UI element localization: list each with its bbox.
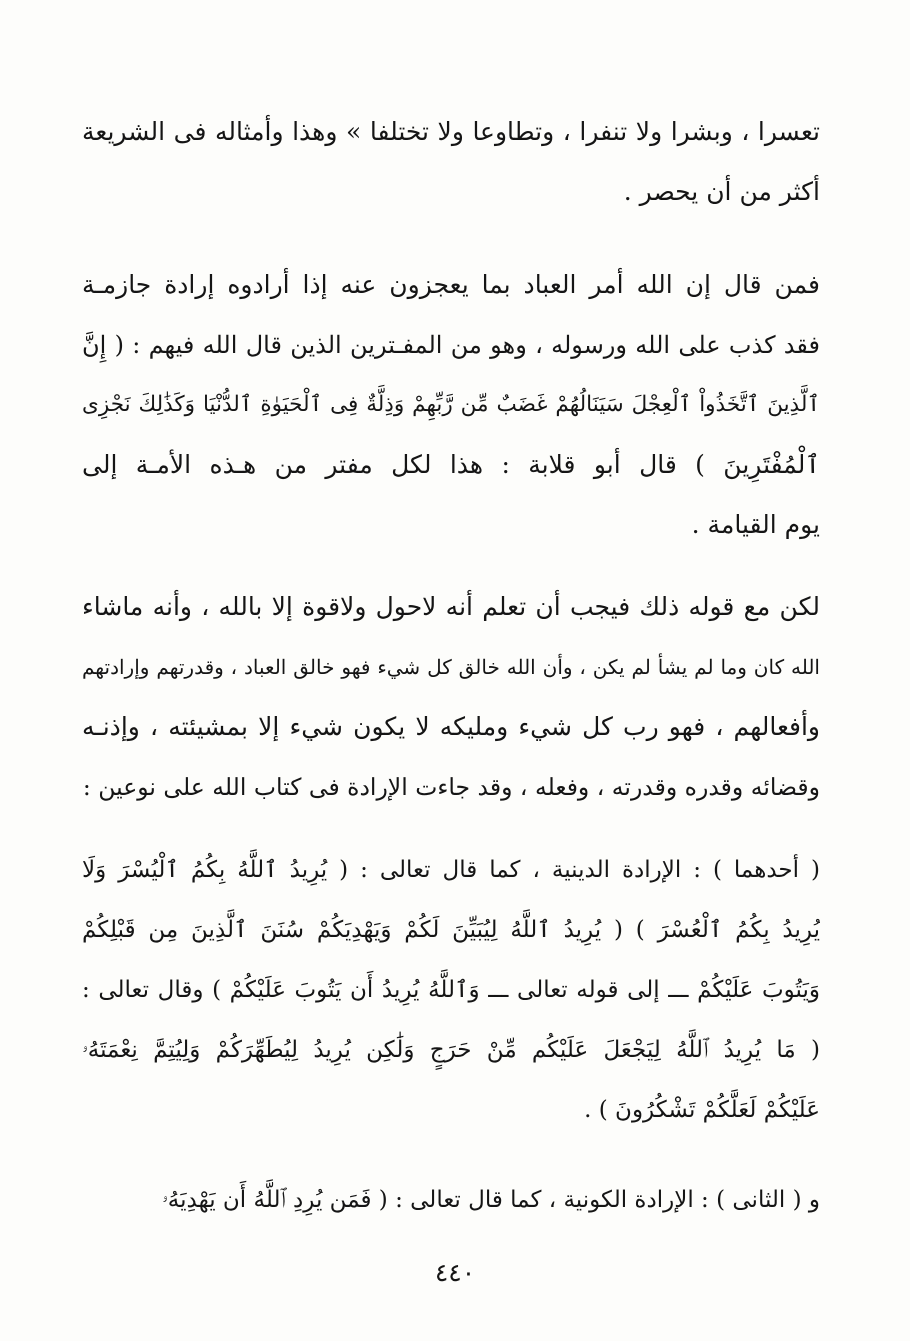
text-line: تعسرا ، وبشرا ولا تنفرا ، وتطاوعا ولا تختلفا » وهذا وأمثاله فى الشريعة [82, 117, 820, 146]
quran-verse-line: عَلَيْكُمْ لَعَلَّكُمْ تَشْكُرُونَ ) . [584, 1097, 820, 1123]
text-line: فقد كذب على الله ورسوله ، وهو من المفـترين الذين قال الله فيهم : ( إِنَّ [82, 331, 820, 359]
quran-verse-line: و ( الثانى ) : الإرادة الكونية ، كما قال تعالى : ( فَمَن يُرِدِ ٱللَّهُ أَن يَهْدِيَهُۥ [162, 1187, 820, 1213]
quran-verse-line: ٱلَّذِينَ ٱتَّخَذُواْ ٱلْعِجْلَ سَيَنَالُهُمْ غَضَبٌ مِّن رَّبِّهِمْ وَذِلَّةٌ فِى ٱلْحَيَوٰةِ ٱلدُّنْيَا وَكَذَٰلِكَ نَجْزِى [82, 392, 820, 417]
text-line: أكثر من أن يحصر . [623, 177, 820, 206]
text-line: وقضائه وقدره وقدرته ، وفعله ، وقد جاءت الإرادة فى كتاب الله على نوعين : [82, 773, 820, 801]
paragraph-religious-will [82, 840, 820, 1140]
paragraph-divine-will [82, 577, 820, 817]
quran-verse-line: يُرِيدُ بِكُمُ ٱلْعُسْرَ ) ( يُرِيدُ ٱللَّهُ لِيُبَيِّنَ لَكُمْ وَيَهْدِيَكُمْ سُنَنَ ٱلَّذِينَ مِن قَبْلِكُمْ [82, 917, 820, 943]
quran-verse-line: ( أحدهما ) : الإرادة الدينية ، كما قال تعالى : ( يُرِيدُ ٱللَّهُ بِكُمُ ٱلْيُسْرَ وَلَا [82, 857, 820, 883]
text-line: فمن قال إن الله أمر العباد بما يعجزون عنه إذا أرادوه إرادة جازمـة [82, 270, 820, 299]
page-number: ٤٤٠ [434, 1258, 476, 1287]
text-line: لكن مع قوله ذلك فيجب أن تعلم أنه لاحول ولاقوة إلا بالله ، وأنه ماشاء [82, 592, 820, 621]
paragraph-hadith-continuation [82, 102, 820, 222]
quran-verse-line: وَيَتُوبَ عَلَيْكُمْ ـــ إلى قوله تعالى ـــ وَٱللَّهُ يُرِيدُ أَن يَتُوبَ عَلَيْكُمْ ) وقال تعالى : [82, 977, 820, 1003]
quran-verse-line: ( مَا يُرِيدُ ٱللَّهُ لِيَجْعَلَ عَلَيْكُم مِّنْ حَرَجٍ وَلَٰكِن يُرِيدُ لِيُطَهِّرَكُمْ وَلِيُتِمَّ نِعْمَتَهُۥ [82, 1037, 820, 1063]
text-line: وأفعالهم ، فهو رب كل شيء ومليكه لا يكون شيء إلا بمشيئته ، وإذنـه [82, 712, 820, 741]
text-line: الله كان وما لم يشأ لم يكن ، وأن الله خالق كل شيء فهو خالق العباد ، وقدرتهم وإرادتهم [82, 655, 820, 679]
text-line: يوم القيامة . [691, 510, 820, 539]
paragraph-cosmic-will [82, 1170, 820, 1230]
text-line: ٱلْمُفْتَرِينَ ) قال أبو قلابة : هذا لكل مفتر من هـذه الأمـة إلى [82, 450, 820, 479]
paragraph-false-claim [82, 255, 820, 555]
